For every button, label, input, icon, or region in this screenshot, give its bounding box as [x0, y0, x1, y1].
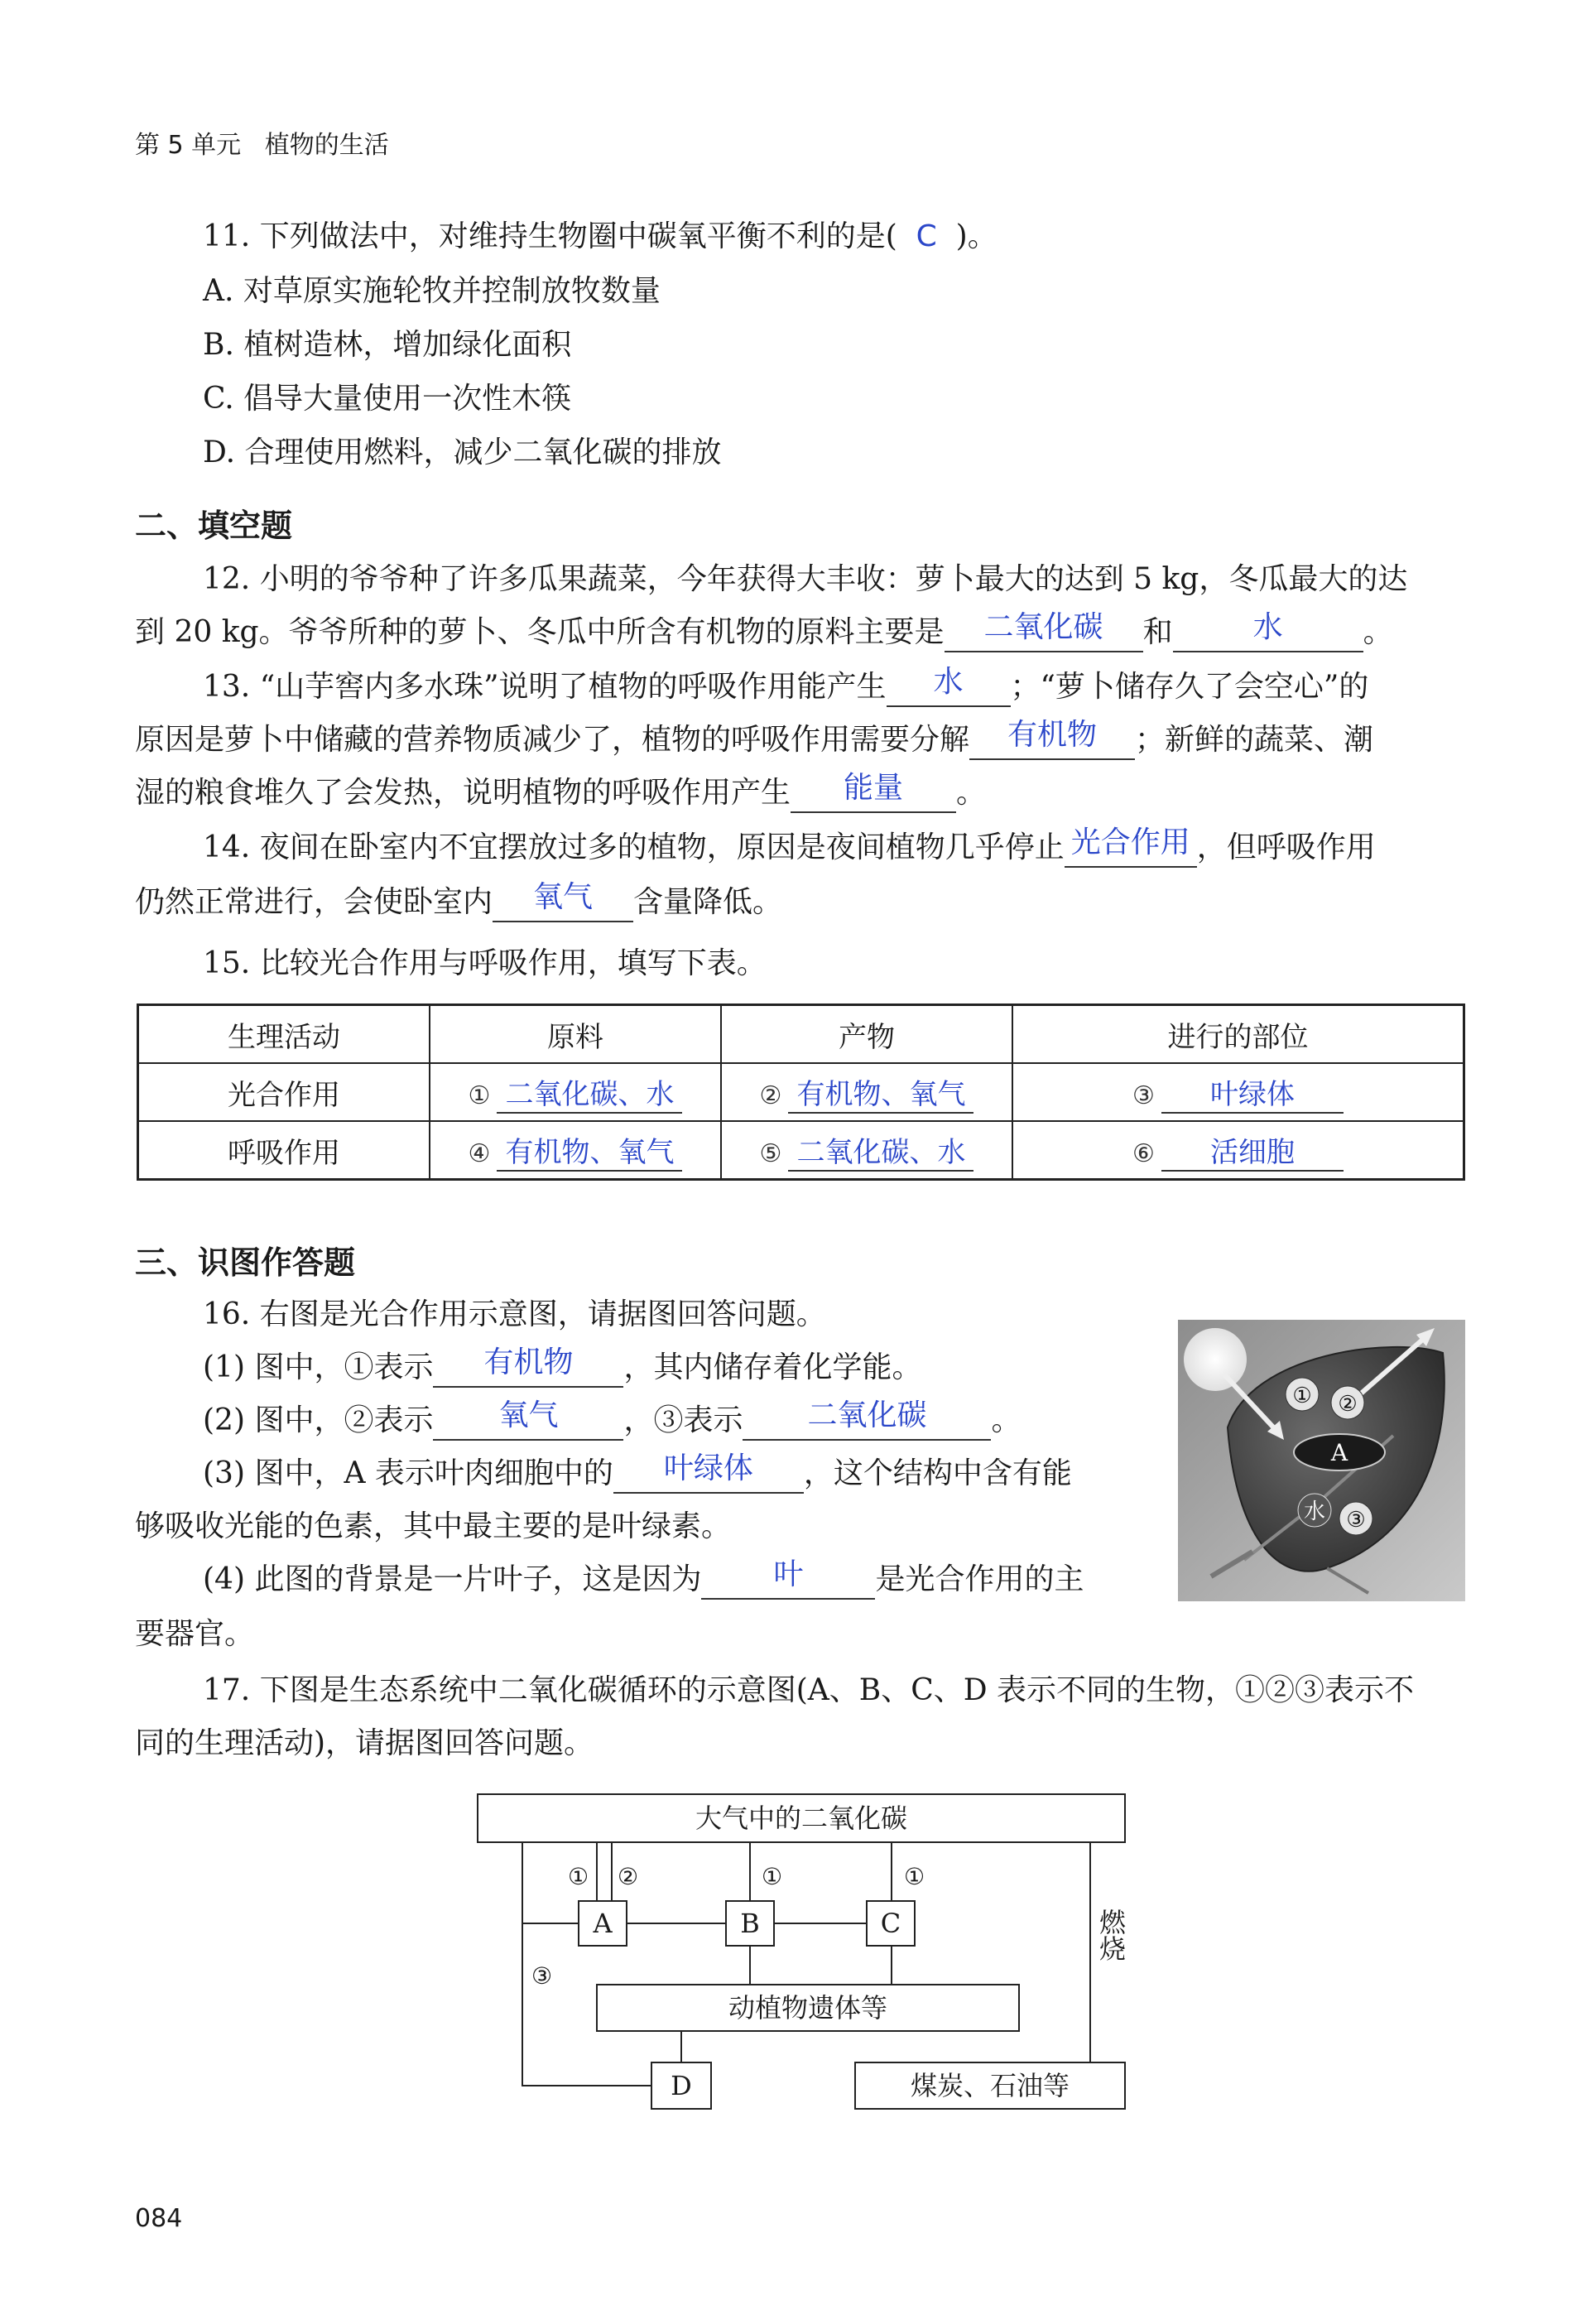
header-products: 产物 — [721, 1005, 1012, 1064]
question-13: 13. “山芋窖内多水珠”说明了植物的呼吸作用能产生 水 ；“萝卜储存久了会空心”的 原因是萝卜中储藏的营养物质减少了，植物的呼吸作用需要分解 有机物 ；新鲜的蔬菜、潮 湿的粮食堆久了会发热，说明植物的呼吸作用产生 能量 。 — [135, 667, 1476, 833]
q16-answer-4: 叶绿体 — [663, 1451, 753, 1485]
label-respiration-c: ① — [904, 1863, 925, 1890]
table-row: 呼吸作用 ④ 有机物、氧气 ⑤ 二氧化碳、水 ⑥ 活细胞 — [138, 1121, 1464, 1180]
photosynthesis-figure — [1178, 1320, 1465, 1601]
option-b: B. 植树造林，增加绿化面积 — [203, 328, 572, 362]
table-answer: 二氧化碳、水 — [497, 1071, 682, 1114]
organism-d-box: D — [651, 2062, 712, 2110]
question-17: 17. 下图是生态系统中二氧化碳循环的示意图(A、B、C、D 表示不同的生物，①②③表示不 同的生理活动)，请据图回答问题。 — [135, 1673, 1415, 1760]
option-a: A. 对草原实施轮牧并控制放牧数量 — [203, 274, 661, 308]
comparison-table — [137, 1003, 1465, 1181]
option-d: D. 合理使用燃料，减少二氧化碳的排放 — [203, 436, 722, 469]
organism-c-box: C — [866, 1900, 916, 1947]
q12-answer-1: 二氧化碳 — [983, 610, 1103, 644]
label-burning: 燃烧 — [1095, 1908, 1127, 1961]
question-12: 12. 小明的爷爷种了许多瓜果蔬菜，今年获得大丰收：萝卜最大的达到 5 kg，冬瓜最大的达 到 20 kg。爷爷所种的萝卜、冬瓜中所含有机物的原料主要是 二氧化碳 和 水 。 — [135, 560, 1476, 667]
q12-answer-2: 水 — [1252, 610, 1283, 644]
atmosphere-co2-box: 大气中的二氧化碳 — [477, 1793, 1126, 1843]
label-photosynthesis: ② — [618, 1863, 639, 1890]
q16-answer-1: 有机物 — [483, 1345, 574, 1379]
q13-answer-1: 水 — [933, 665, 964, 699]
table-answer: 二氧化碳、水 — [788, 1129, 973, 1172]
label-1: ① — [1292, 1384, 1312, 1408]
question-16: 16. 右图是光合作用示意图，请据图回答问题。 (1) 图中，①表示 有机物 ，其内储存着化学能。 (2) 图中，②表示 氧气 ，③表示 二氧化碳 。 (3) 图中，A 表示叶肉细胞中的 叶绿体 ，这个结构中含有能 够吸收光能的色素，其中最主要的是叶绿素。 (4) 此图的背景是一片叶子，这是因为 叶 是光合作用的主 要器官。 — [135, 1297, 1084, 1651]
q16-answer-5: 叶 — [773, 1557, 804, 1591]
q16-answer-2: 氧气 — [498, 1398, 559, 1432]
header-activity: 生理活动 — [138, 1005, 430, 1064]
q11-answer: C — [916, 219, 937, 253]
q13-answer-3: 能量 — [844, 771, 904, 805]
page-number: 084 — [135, 2204, 183, 2233]
unit-label: 第 5 单元 — [135, 131, 242, 160]
section-fill-blank: 二、填空题 — [135, 508, 293, 544]
unit-title: 植物的生活 — [264, 131, 389, 160]
sun-icon — [1184, 1328, 1247, 1391]
question-11: 11. 下列做法中，对维持生物圈中碳氧平衡不利的是( C )。 A. 对草原实施轮牧并控制放牧数量 B. 植树造林，增加绿化面积 C. 倡导大量使用一次性木筷 D. 合理使用燃料，减少二氧化碳的排放 — [203, 217, 1494, 490]
table-row: 光合作用 ① 二氧化碳、水 ② 有机物、氧气 ③ 叶绿体 — [138, 1063, 1464, 1121]
q13-answer-2: 有机物 — [1007, 718, 1098, 752]
label-decomposition: ③ — [531, 1962, 553, 1990]
table-header-row — [138, 1005, 1464, 1064]
label-a: A — [1330, 1439, 1348, 1466]
header-materials: 原料 — [430, 1005, 721, 1064]
label-3: ③ — [1346, 1508, 1366, 1533]
table-answer: 有机物、氧气 — [497, 1129, 682, 1172]
label-water: 水 — [1303, 1499, 1326, 1524]
table-answer: 叶绿体 — [1161, 1071, 1344, 1114]
header-location: 进行的部位 — [1012, 1005, 1464, 1064]
label-respiration-b: ① — [762, 1863, 783, 1890]
page-header — [135, 124, 389, 161]
label-2: ② — [1338, 1392, 1358, 1417]
question-14: 14. 夜间在卧室内不宜摆放过多的植物，原因是夜间植物几乎停止 光合作用 ，但呼吸作用 仍然正常进行，会使卧室内 氧气 含量降低。 — [135, 828, 1476, 944]
fossil-fuel-box: 煤炭、石油等 — [854, 2062, 1126, 2110]
organism-b-box: B — [725, 1900, 775, 1947]
table-answer: 活细胞 — [1161, 1129, 1344, 1172]
table-answer: 有机物、氧气 — [788, 1071, 973, 1114]
label-respiration-a: ① — [568, 1863, 589, 1890]
q14-answer-1: 光合作用 — [1070, 825, 1190, 859]
organism-a-box: A — [578, 1900, 627, 1947]
carbon-cycle-diagram — [464, 1788, 1142, 2120]
question-15: 15. 比较光合作用与呼吸作用，填写下表。 — [203, 946, 767, 980]
remains-box: 动植物遗体等 — [596, 1984, 1020, 2032]
option-c: C. 倡导大量使用一次性木筷 — [203, 382, 572, 416]
section-diagram-questions: 三、识图作答题 — [135, 1244, 356, 1281]
q16-answer-3: 二氧化碳 — [807, 1398, 927, 1432]
q14-answer-2: 氧气 — [533, 880, 594, 914]
